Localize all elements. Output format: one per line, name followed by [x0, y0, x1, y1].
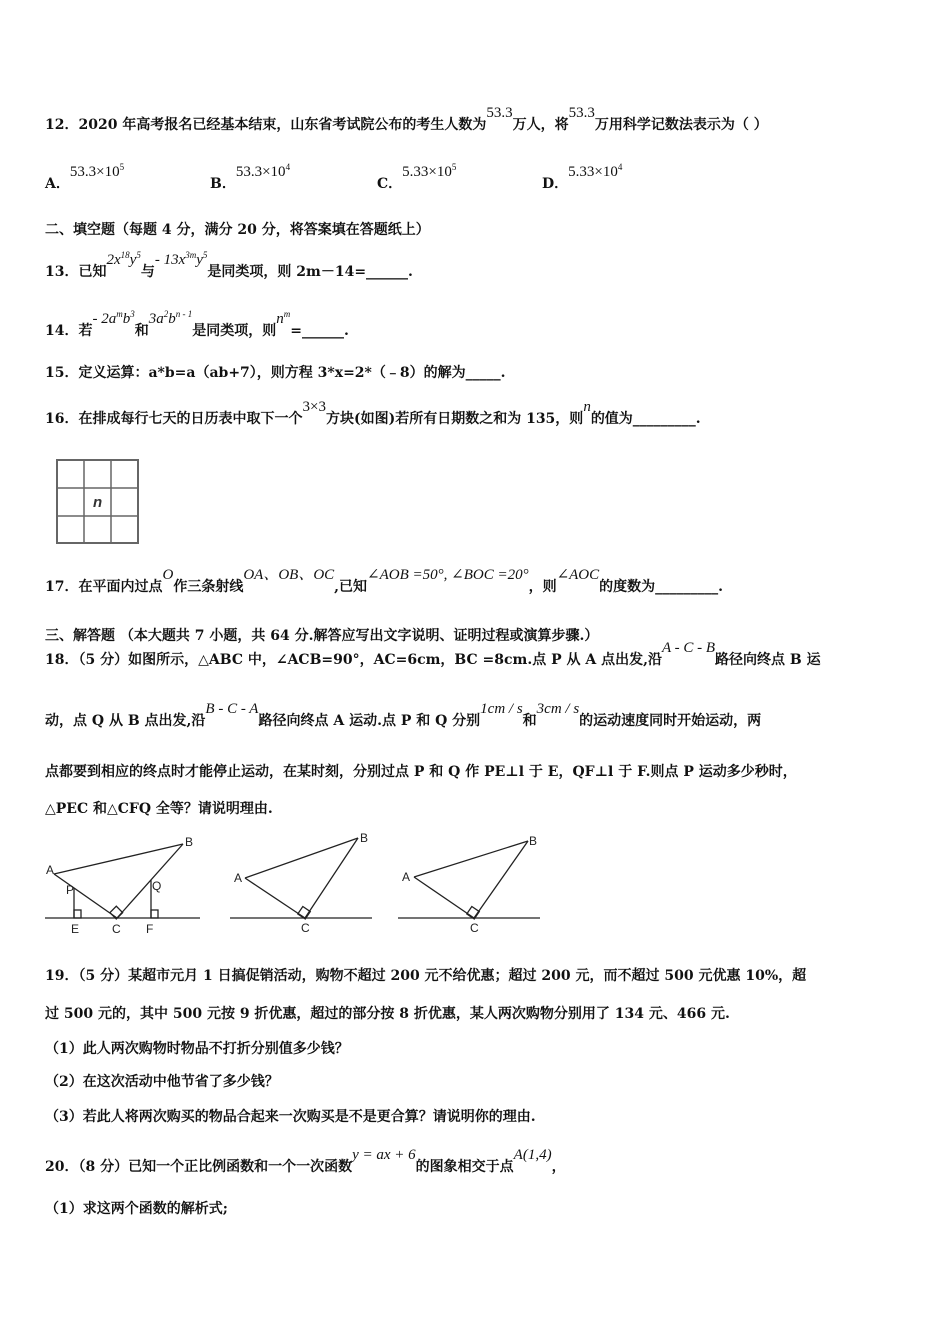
fig3-label-a: A [402, 870, 411, 884]
calendar-grid-figure [56, 459, 140, 545]
q15-stem: 15．定义运算：a*b=a（ab+7），则方程 3*x=2*（﹣8）的解为_____. [45, 365, 506, 381]
q17-stem: 17．在平面内过点O作三条射线OA、OB、OC,已知∠AOB =50°, ∠BOC =20°，则∠AOC的度数为_________. [45, 567, 724, 595]
grid-label-n: n [93, 494, 103, 511]
fig1-label-f: F [146, 922, 154, 936]
fig1-label-b: B [185, 835, 194, 849]
q20-sub1: （1）求这两个函数的解析式; [45, 1201, 228, 1217]
fig1-label-p: P [66, 883, 75, 897]
q12-num2: 53.3 [568, 105, 595, 121]
q12-stem: 12．2020 年高考报名已经基本结束，山东省考试院公布的考生人数为53.3万人，将53.3万用科学记数法表示为（ ） [45, 105, 768, 133]
q13-stem: 13．已知$2x^{18}y^5$与- $13x^{3m}y^5$是同类项，则 2m－14=______. [45, 250, 413, 280]
section-3-heading: 三、解答题 （本大题共 7 小题，共 64 分.解答应写出文字说明、证明过程或演算步骤.） [45, 628, 599, 644]
q19-sub3: （3）若此人将两次购买的物品合起来一次购买是不是更合算？请说明你的理由. [45, 1109, 536, 1125]
q12-option-a: A．$53.3\times 10^5$ [45, 162, 125, 192]
fig2-label-b: B [360, 831, 369, 845]
fig1-label-e: E [71, 922, 80, 936]
fig1-label-q: Q [152, 879, 162, 893]
q12-option-d: D．$5.33\times 10^4$ [542, 162, 623, 192]
q12-num1: 53.3 [486, 105, 513, 121]
q19-sub2: （2）在这次活动中他节省了多少钱？ [45, 1074, 279, 1090]
q16-stem: 16．在排成每行七天的日历表中取下一个3×3方块(如图)若所有日期数之和为 135，则n的值为_________. [45, 399, 701, 427]
q18-line2: 动，点 Q 从 B 点出发,沿B - C - A路径向终点 A 运动.点 P 和 Q 分别1cm / s和3cm / s的运动速度同时开始运动，两 [45, 701, 762, 729]
section-2-heading: 二、填空题（每题 4 分，满分 20 分，将答案填在答题纸上） [45, 222, 430, 238]
q18-line3: 点都要到相应的终点时才能停止运动，在某时刻，分别过点 P 和 Q 作 PE⊥l 于 E，QF⊥l 于 F.则点 P 运动多少秒时， [45, 764, 797, 780]
q18-line4: △PEC 和△CFQ 全等？请说明理由. [45, 801, 273, 817]
q12-option-c: C．$5.33\times 10^5$ [377, 162, 457, 192]
fig3-label-c: C [470, 921, 479, 935]
q12-option-b: B．$53.3\times 10^4$ [210, 162, 291, 192]
q18-line1: 18．（5 分）如图所示，△ABC 中，∠ACB=90°，AC=6cm，BC =8cm.点 P 从 A 点出发,沿A - C - B路径向终点 B 运 [45, 640, 821, 668]
figure-3 [398, 841, 540, 919]
fig2-label-a: A [234, 871, 243, 885]
figure-1 [45, 844, 200, 919]
fig1-label-a: A [46, 863, 55, 877]
fig2-label-c: C [301, 921, 310, 935]
q19-line2: 过 500 元的，其中 500 元按 9 折优惠，超过的部分按 8 折优惠，某人两次购物分别用了 134 元、466 元. [45, 1006, 730, 1022]
fig3-label-b: B [529, 834, 538, 848]
q19-line1: 19．（5 分）某超市元月 1 日搞促销活动，购物不超过 200 元不给优惠；超过 200 元，而不超过 500 元优惠 10%，超 [45, 968, 807, 984]
q20-stem: 20．（8 分）已知一个正比例函数和一个一次函数y = ax + 6的图象相交于点A(1,4)， [45, 1147, 566, 1175]
fig1-label-c: C [112, 922, 121, 936]
q14-stem: 14．若- $2a^mb^3$和$3a^2b^{n - 1}$是同类项，则$n^m=\_\_\_\_\_\_$. [45, 309, 349, 339]
q19-sub1: （1）此人两次购物时物品不打折分别值多少钱？ [45, 1041, 349, 1057]
q18-figures [40, 830, 560, 940]
figure-2 [230, 838, 372, 919]
